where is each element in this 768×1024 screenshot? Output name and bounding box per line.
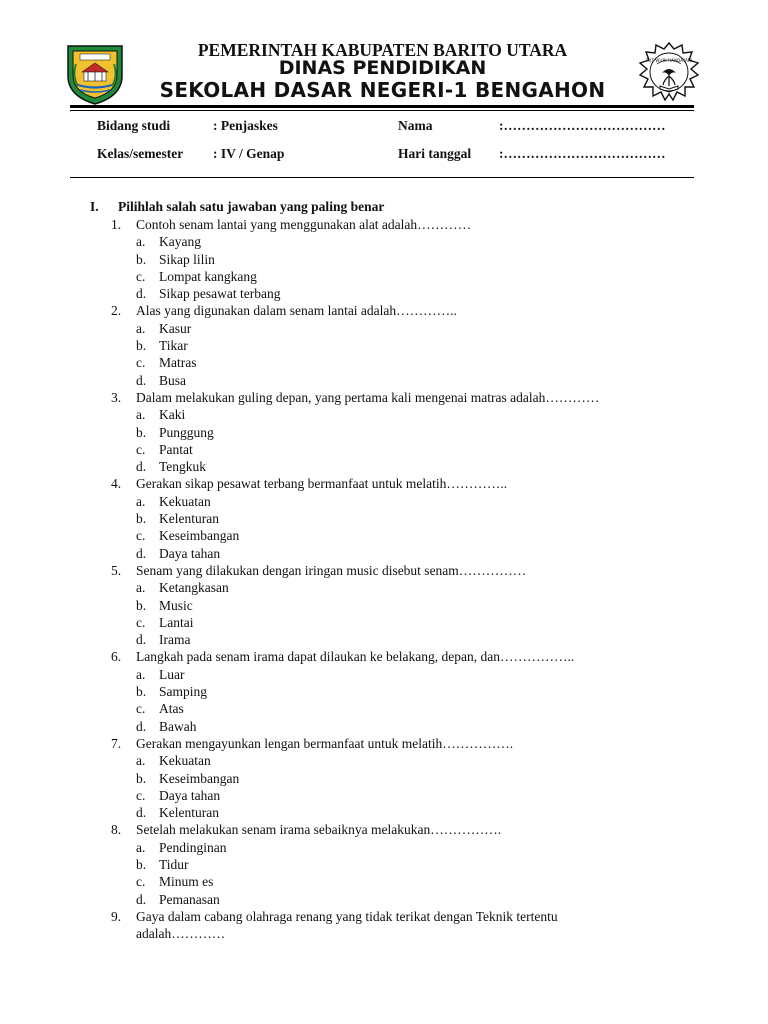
question-list	[111, 216, 711, 942]
question-item	[111, 735, 711, 752]
subject-label: Bidang studi	[97, 118, 171, 133]
option-letter: b.	[136, 338, 147, 354]
option-text: Daya tahan	[159, 787, 221, 803]
answer-option	[111, 891, 711, 908]
option-text: Lompat kangkang	[159, 268, 257, 284]
question-number: 8.	[111, 822, 122, 838]
option-letter: a.	[136, 407, 146, 423]
answer-option	[111, 510, 711, 527]
option-text: Music	[159, 597, 193, 613]
government-title: PEMERINTAH KABUPATEN BARITO UTARA	[197, 40, 568, 60]
answer-option	[111, 406, 711, 423]
option-text: Pemanasan	[159, 891, 220, 907]
info-rule	[70, 177, 694, 178]
question-text: Senam yang dilakukan dengan iringan music disebut senam……………	[136, 562, 527, 578]
option-letter: d.	[136, 718, 147, 734]
option-letter: a.	[136, 320, 146, 336]
answer-option	[111, 251, 711, 268]
option-text: Samping	[159, 684, 208, 700]
question-item	[111, 216, 711, 233]
answer-option	[111, 804, 711, 821]
question-number: 5.	[111, 562, 122, 578]
option-text: Kayang	[159, 234, 201, 250]
option-letter: b.	[136, 597, 147, 613]
option-letter: a.	[136, 753, 146, 769]
svg-text:TUT WURI HANDAYANI: TUT WURI HANDAYANI	[645, 58, 693, 63]
school-name: SEKOLAH DASAR NEGERI-1 BENGAHON	[159, 78, 606, 102]
question-number: 2.	[111, 303, 122, 319]
option-letter: d.	[136, 372, 147, 388]
option-letter: b.	[136, 684, 147, 700]
option-text: Tikar	[159, 338, 188, 354]
option-letter: d.	[136, 286, 147, 302]
question-text: Setelah melakukan senam irama sebaiknya melakukan…………….	[136, 822, 502, 838]
option-text: Busa	[159, 372, 186, 388]
question-number: 7.	[111, 735, 122, 751]
answer-option	[111, 597, 711, 614]
section-number: I.	[90, 199, 99, 214]
option-letter: b.	[136, 770, 147, 786]
question-text: Langkah pada senam irama dapat dilaukan ke belakang, depan, dan……………..	[136, 649, 575, 665]
question-text: Gaya dalam cabang olahraga renang yang tidak terikat dengan Teknik tertentu adalah…………	[136, 908, 558, 942]
department-title: DINAS PENDIDIKAN	[278, 57, 487, 79]
option-letter: c.	[136, 701, 146, 717]
answer-option	[111, 770, 711, 787]
question-number: 9.	[111, 908, 122, 924]
option-text: Luar	[159, 666, 185, 682]
question-item	[111, 475, 711, 492]
option-letter: d.	[136, 805, 147, 821]
class-semester-label: Kelas/semester	[97, 146, 184, 161]
answer-option	[111, 337, 711, 354]
option-text: Pantat	[159, 441, 193, 457]
tut-wuri-handayani-emblem-icon	[636, 40, 702, 104]
option-letter: a.	[136, 234, 146, 250]
date-label: Hari tanggal	[398, 146, 472, 161]
option-text: Tengkuk	[159, 459, 207, 475]
name-label: Nama	[398, 118, 433, 133]
option-text: Pendinginan	[159, 839, 227, 855]
option-letter: c.	[136, 268, 146, 284]
answer-option	[111, 354, 711, 371]
answer-option	[111, 527, 711, 544]
answer-option	[111, 666, 711, 683]
option-text: Sikap pesawat terbang	[159, 286, 281, 302]
question-item	[111, 821, 711, 838]
question-text: Gerakan mengayunkan lengan bermanfaat untuk melatih…………….	[136, 735, 514, 751]
option-text: Keseimbangan	[159, 528, 240, 544]
option-letter: a.	[136, 580, 146, 596]
answer-option	[111, 441, 711, 458]
option-letter: c.	[136, 874, 146, 890]
question-item	[111, 389, 711, 406]
answer-option	[111, 856, 711, 873]
answer-option	[111, 285, 711, 302]
option-text: Atas	[159, 701, 184, 717]
question-text: Alas yang digunakan dalam senam lantai adalah…………..	[136, 303, 457, 319]
answer-option	[111, 718, 711, 735]
answer-option	[111, 545, 711, 562]
option-letter: d.	[136, 632, 147, 648]
barito-utara-crest-icon	[64, 42, 126, 106]
answer-option	[111, 320, 711, 337]
date-field: :………………………………	[499, 146, 666, 161]
option-text: Punggung	[159, 424, 214, 440]
option-letter: d.	[136, 545, 147, 561]
option-letter: b.	[136, 424, 147, 440]
option-text: Kekuatan	[159, 753, 211, 769]
question-item	[111, 302, 711, 319]
answer-option	[111, 614, 711, 631]
question-text: Gerakan sikap pesawat terbang bermanfaat untuk melatih…………..	[136, 476, 508, 492]
answer-option	[111, 787, 711, 804]
option-letter: c.	[136, 528, 146, 544]
option-letter: a.	[136, 839, 146, 855]
answer-option	[111, 493, 711, 510]
class-semester-value: : IV / Genap	[213, 146, 285, 161]
option-text: Tidur	[159, 856, 189, 872]
answer-option	[111, 458, 711, 475]
option-letter: b.	[136, 511, 147, 527]
option-text: Kaki	[159, 407, 186, 423]
subject-value: : Penjaskes	[213, 118, 278, 133]
answer-option	[111, 752, 711, 769]
question-number: 4.	[111, 476, 122, 492]
section-heading	[90, 199, 384, 215]
question-number: 1.	[111, 217, 122, 232]
question-item	[111, 908, 601, 943]
question-number: 3.	[111, 389, 122, 405]
option-letter: b.	[136, 856, 147, 872]
option-letter: a.	[136, 493, 146, 509]
option-text: Matras	[159, 355, 197, 371]
option-text: Kelenturan	[159, 511, 219, 527]
option-letter: d.	[136, 459, 147, 475]
answer-option	[111, 579, 711, 596]
answer-option	[111, 683, 711, 700]
option-letter: a.	[136, 666, 146, 682]
answer-option	[111, 873, 711, 890]
option-text: Lantai	[159, 614, 194, 630]
option-letter: b.	[136, 251, 147, 267]
answer-option	[111, 372, 711, 389]
option-text: Sikap lilin	[159, 251, 215, 267]
option-text: Kekuatan	[159, 493, 211, 509]
option-letter: c.	[136, 614, 146, 630]
name-field: :………………………………	[499, 118, 666, 133]
option-text: Daya tahan	[159, 545, 221, 561]
question-number: 6.	[111, 649, 122, 665]
answer-option	[111, 268, 711, 285]
section-instruction: Pilihlah salah satu jawaban yang paling benar	[118, 199, 385, 214]
option-text: Kelenturan	[159, 805, 219, 821]
question-text: Dalam melakukan guling depan, yang pertama kali mengenai matras adalah…………	[136, 389, 600, 405]
option-text: Kasur	[159, 320, 192, 336]
header-rule-thin	[70, 110, 694, 111]
answer-option	[111, 839, 711, 856]
option-letter: c.	[136, 355, 146, 371]
answer-option	[111, 424, 711, 441]
option-letter: c.	[136, 787, 146, 803]
option-text: Bawah	[159, 718, 197, 734]
option-letter: c.	[136, 441, 146, 457]
option-text: Minum es	[159, 874, 214, 890]
header-rule-thick	[70, 105, 694, 108]
answer-option	[111, 631, 711, 648]
answer-option	[111, 700, 711, 717]
option-text: Ketangkasan	[159, 580, 229, 596]
answer-option	[111, 233, 711, 250]
option-text: Keseimbangan	[159, 770, 240, 786]
option-letter: d.	[136, 891, 147, 907]
option-text: Irama	[159, 632, 191, 648]
question-item	[111, 648, 711, 665]
question-text: Contoh senam lantai yang menggunakan alat adalah…………	[136, 217, 472, 232]
question-item	[111, 562, 711, 579]
